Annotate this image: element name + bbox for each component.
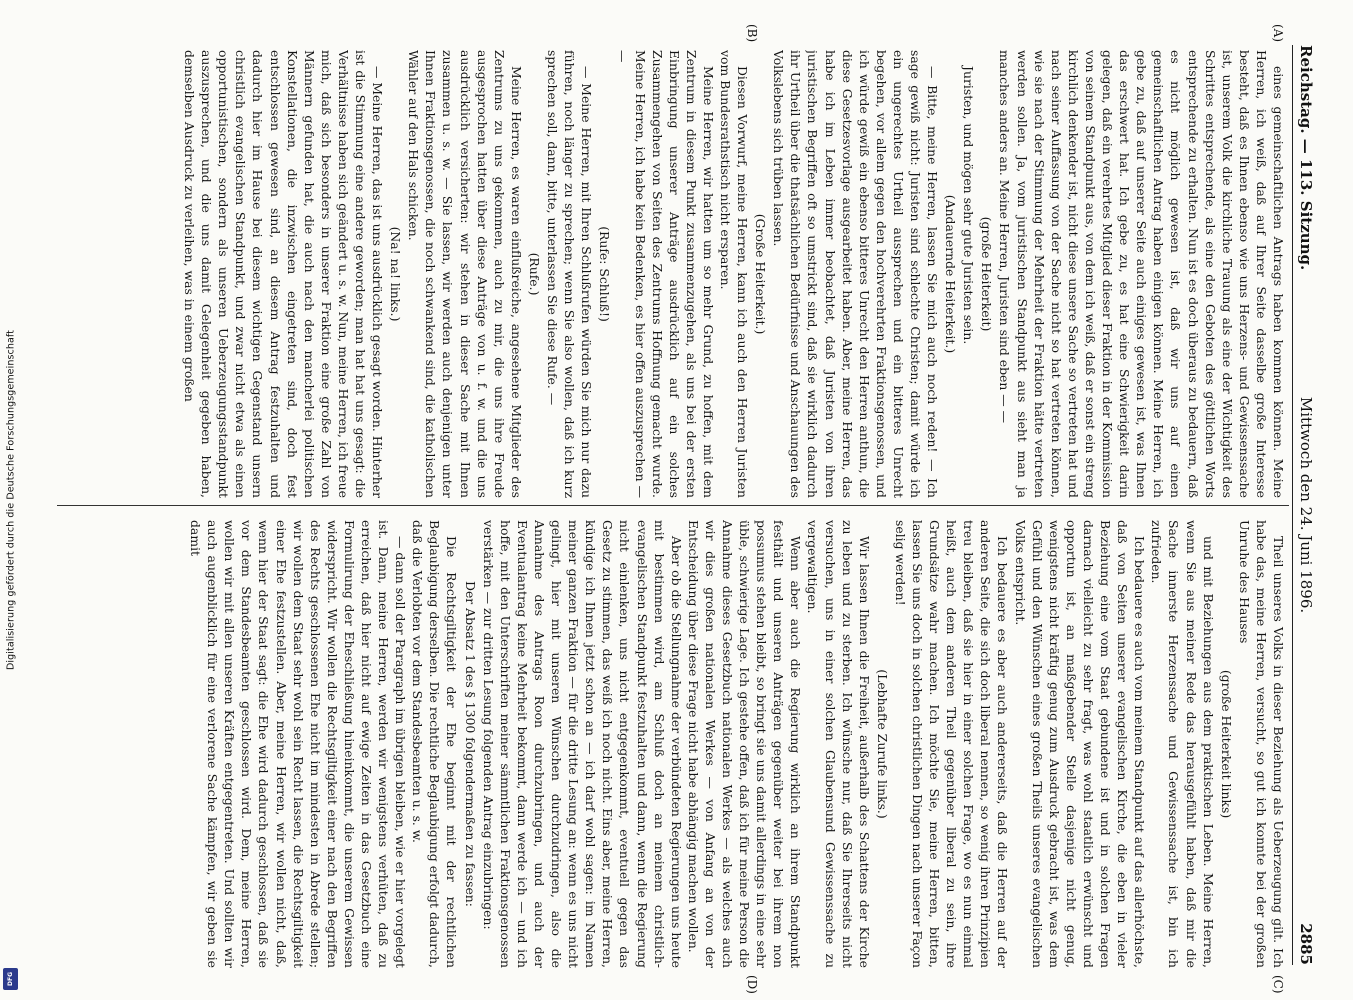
paragraph: und mit Beziehungen aus dem praktischen Leben. Meine Herren, wenn Sie aus meiner Rede das herausgefühlt haben, daß mir die Sache innerste Herzenssache und Gewissenssache ist, bin ich zufrieden. [1149,520,1216,968]
interjection: (Andauernde Heiterkeit.) [943,194,959,354]
paragraph: Wir lassen Ihnen die Freiheit, außerhalb des Schattens der Kirche zu leben und zu sterben. Ich wünsche nur, daß Sie Ihrerseits nicht versuchen, uns in einer solchen Glaubensund Gewissenssache zu vergewaltigen. [805,520,872,968]
paragraph: Diesen Vorwurf, meine Herren, kann ich auch den Herren Juristen vom Bundesrathstisch nicht ersparen. [718,50,751,498]
header-rule [1292,45,1293,965]
paragraph: — Meine Herren, das ist uns ausdrücklich gesagt worden. Hinterher ist die Stimmung eine andere geworden; man hat hat uns gesagt: die Verhältnisse haben sich geändert u. s. w. Nun, meine Herren, ich freue mich, daß sich besonders in unserer Fraktion eine große Zahl von Männern gefunden hat, die auch nach den mancherlei politischen Konstellationen, die inzwischen eingetreten sind, doch fest entschlossen gewesen sind, an diesem Antrag festzuhalten und dadurch hier im Hause bei diesem wichtigen Gegenstand unsern christlich evangelischen Standpunkt, und zwar nicht etwa als einen opportunistischen, sondern als unseren Ueberzeugungsstandpunkt auszusprechen, und die uns damit Gelegenheit gegeben haben, demselben Ausdruck zu verleihen, was in einem großen [182,50,386,498]
page-number: 2885 [1297,923,1315,965]
interjection: (Rufe: Schluß!) [597,226,613,322]
interjection: (Große Heiterkeit.) [753,213,769,335]
running-header [1293,45,1319,965]
dfg-logo: DFG [3,968,18,990]
paragraph: Aber ob die Stellungnahme der verbündeten Regierungen uns heute mit bestimmen wird, am Schluß doch an meinem christlich-evangelischen Standpunkt festzuhalten und dann, wenn die Regierung nicht einlenken, uns nicht entgegenkommt, eventuell gegen das Gesetz zu stimmen, das weiß ich noch nicht. Eins aber, meine Herren, kündige ich Ihnen jetzt schon an — ich darf wohl sagen: im Namen meiner ganzen Fraktion — für die dritte Lesung an: wenn es uns nicht gelingt, hier mit unseren Wünschen durchzudringen, also die Annahme des Antrags Roon durchzubringen, und auch der Eventualantrag keine Mehrheit bekommt, dann werde ich — und ich hoffe, mit den Unterschriften meiner sämmtlichen Fraktionsgenossen verstärken — zur dritten Lesung folgenden Antrag einzubringen: [480,520,684,968]
paragraph: — dann soll der Paragraph im übrigen bleiben, wie er hier vorgelegt ist. Dann, meine Herren, werden wir wenigstens verhüten, daß zu erreichen, daß hier nicht auf ewige Zeiten in das Gesetzbuch eine Formulirung der Eheschließung hineinkommt, die unserem Gewissen widerspricht. Wir wollen die Rechtsgiltigkeit einer nach den Begriffen des Rechts geschlossenen Ehe nicht im mindesten in Abrede stellen; wir wollen dem Staat sehr wohl sein Recht lassen, die Rechtsgiltigkeit einer Ehe festzustellen. Aber, meine Herren, wir wollen nicht, daß, wenn hier der Staat sagt: die Ehe wird dadurch geschlossen, daß sie vor dem Standesbeamten geschlossen wird. Dem, meine Herren, wollen wir mit allen unseren Kräften entgegentreten. Und sollten wir auch augenblicklich für eine verlorene Sache kämpfen, wir geben sie damit [188,520,409,968]
motion-heading: Der Absatz 1 des § 1300 folgendermaßen zu fassen: [462,581,478,907]
header-date: Mittwoch den 24. Juni 1896. [1297,396,1315,614]
left-text-column [57,50,1287,498]
margin-marker-c: (C) [1271,975,1285,994]
paragraph: Meine Herren, wir hatten um so mehr Grund, zu hoffen, mit dem Zentrum in diesem Punkt zusammenzugehen, als uns bei der ersten Einbringung unserer Anträge ausdrücklich auf ein solches Zusammengehen von Seiten des Zentrums Hoffnung gemacht wurde. Meine Herren, ich habe kein Bedenken, es hier offen auszusprechen — — [615,50,716,498]
paragraph: Juristen, und mögen sehr gute Juristen sein. [961,66,977,345]
paragraph: Meine Herren, es waren einflußreiche, angesehene Mitglieder des Zentrums zu uns gekommen, auch zu mir, die uns ihre Freude ausgesprochen hatten über diese Anträge von u. f. w. und die uns ausdrücklich versicherten: wir stehen in dieser Sache mit Ihnen zusammen u. s. w. — Sie lassen, wir werden auch denjenigen unter Ihnen Fraktionsgenossen, die noch schwankend sind, die katholischen Wähler auf den Hals schicken. [406,50,524,498]
paragraph: Ich bedauere es auch vom meinem Standpunkt auf das allerhöchste, daß von Seiten unserer evangelischen Kirche, die eben in vieler Beziehung eine vom Staat gebundene ist und in solchen Fragen darnach vielleicht zu sehr fragt, was wohl staatlich erwünscht und opportun ist, an maßgebender Stelle dasjenige nicht genug, wenigstens nicht kräftig genug zum Ausdruck gebracht ist, was dem Gefühl und den Wünschen eines großen Theils unseres evangelischen Volks entspricht. [1012,520,1148,968]
paragraph: Ich bedauere es aber auch andererseits, daß die Herren auf der anderen Seite, die sich doch liberal nennen, so wenig ihren Prinzipien treu bleiben, daß sie hier in einer solchen Frage, wo es nun einmal heißt, auch dem anderen Theil gegenüber liberal zu sein, ihre Grundsätze wahr machen. Ich möchte Sie, meine Herren, bitten, lassen Sie uns doch in solchen christlichen Dingen nach unserer Façon selig werden! [892,520,1011,968]
paragraph: eines gemeinschaftlichen Antrags haben kommen können. Meine Herren, ich weiß, daß auf Ihrer Seite dasselbe große Interesse besteht, daß es Ihnen ebenso wie uns Herzens- und Gewissenssache ist, unserem Volk die kirchliche Trauung als eine der Wichtigkeit des Schrittes entsprechende, als eine den Geboten des göttlichen Worts entsprechende zu erhalten. Nun ist es doch überaus zu bedauern, daß es nicht möglich gewesen ist, daß wir uns auf einen gemeinschaftlichen Antrag haben einigen können. Meine Herren, ich gebe zu, daß auf unserer Seite auch einiges gewesen ist, was Ihnen das erschwert hat. Ich gebe zu, es hat eine Schwierigkeit darin gelegen, daß ein verehrtes Mitglied dieser Fraktion in der Kommission von seinem Standpunkt aus, von dem ich weiß, daß er sonst ein streng kirchlich denkender ist, nicht diese unsere Sache so vertreten hat und nach seiner Auffassung von der Sache nicht so hat vertreten können, wie sie nach der Stimmung der Mehrheit der Fraktion hätte vertreten werden sollen. Ja, vom juristischen Standpunkt aus sieht man ja manches anders an. Meine Herren, Juristen sind eben — — [997,50,1286,498]
digitization-credit: Digitalisierung gefördert durch die Deutsche Forschungsgemeinschaft [5,330,17,670]
interjection: (Rufe.) [526,252,542,296]
margin-marker-a: (A) [1271,24,1285,43]
right-text-column [57,520,1287,968]
interjection: (große Heiterkeit links) [1218,669,1234,819]
credit-strip [0,0,22,1000]
margin-marker-b: (B) [745,24,759,43]
interjection: (Lebhafte Zurufe links.) [874,669,890,819]
interjection: (große Heiterkeit) [979,216,995,332]
paragraph: — Bitte, meine Herren, lassen Sie mich auch noch reden! — Ich sage gewiß nicht: Juristen sind schlechte Christen; damit würde ich ein ungerechtes Urtheil aussprechen und ein bitteres Unrecht begehen, vor allem gegen den hochverehrten Fraktionsgenossen, und ich würde gewiß ein ebenso bitteres Unrecht den Herren anthun, die diese Gesetzesvorlage ausgearbeitet haben. Aber, meine Herren, das habe ich im Leben immer beobachtet, daß Juristen von ihren juristischen Begriffen oft so umstrickt sind, daß sie wirklich dadurch ihr Urtheil über die thatsächlichen Bedürfnisse und Anschauungen des Volkslebens sich trüben lassen. [771,50,941,498]
rotated-scan-content [25,0,1325,1000]
margin-marker-d: (D) [745,975,759,994]
paragraph: Wenn aber auch die Regierung wirklich an ihrem Standpunkt festhält und unseren Anträgen gegenüber weiter bei ihrem non possumus stehen bleibt, so bringt sie uns damit allerdings in eine sehr üble, schwierige Lage. Ich gestehe offen, daß ich für meine Person die Annahme dieses Gesetzbuch nationalen Werkes — als welches auch wir dies großen nationalen Werkes — von Anfang an von der Entscheidung über diese Frage nicht habe abhängig machen wollen. [685,520,804,968]
motion-text: Die Rechtsgiltigkeit der Ehe beginnt mit der rechtlichen Beglaubigung derselben. Die rechtliche Beglaubigung erfolgt dadurch, daß die Verlobten vor dem Standesbeamten u. s. w. [410,520,460,968]
paragraph: Theil unseres Volks in dieser Beziehung als Ueberzeugung gilt. Ich habe das, meine Herren, versucht, so gut ich konnte bei der großen Unruhe des Hauses [1236,520,1286,968]
column-divider [57,505,1289,506]
header-session: Reichstag. — 113. Sitzung. [1297,45,1315,271]
interjection: (Na! na! links.) [388,226,404,322]
paragraph: — Meine Herren, mit Ihren Schlußrufen würden Sie mich nur dazu führen, noch länger zu sprechen; wenn Sie also wollen, daß ich kurz sprechen soll, dann, bitte, unterlassen Sie diese Rufe. — [545,50,595,498]
